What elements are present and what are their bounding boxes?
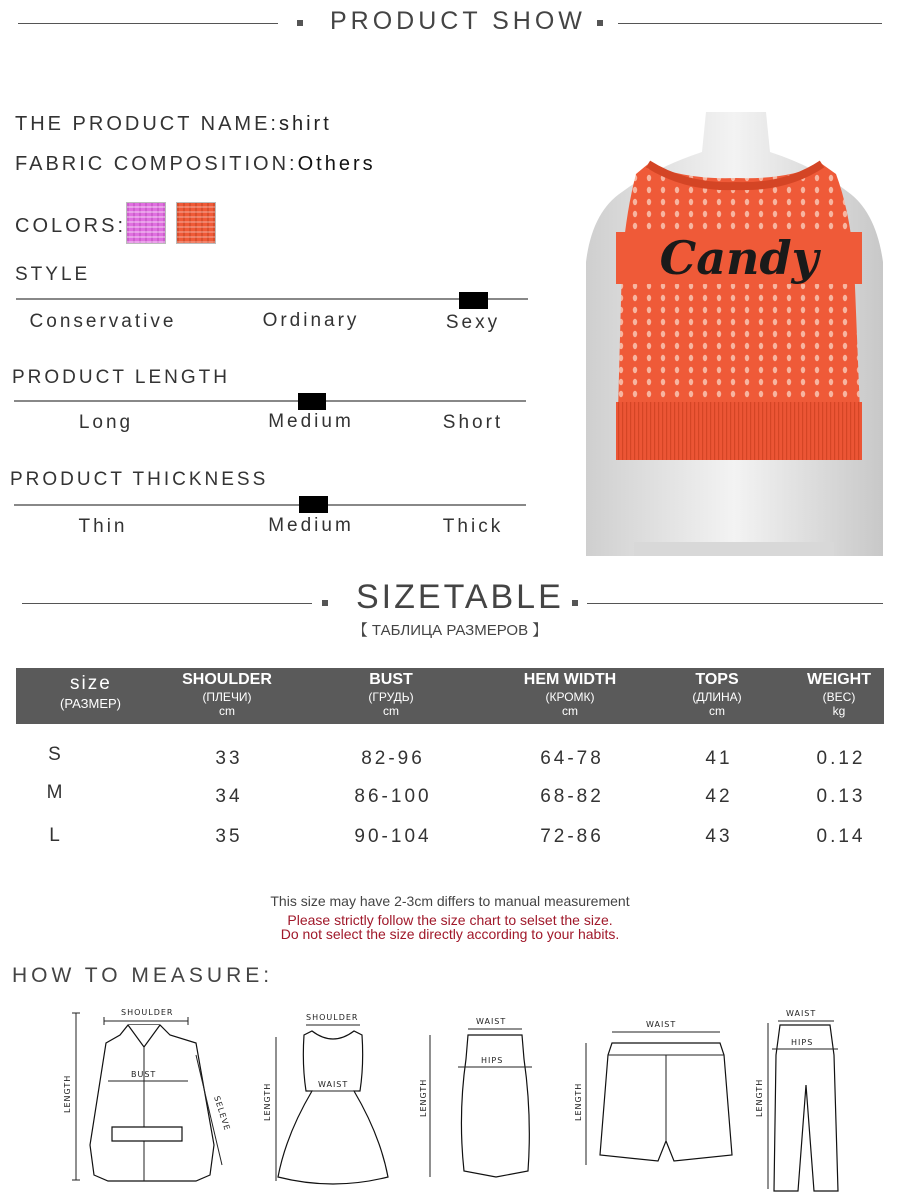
how-to-measure-title: HOW TO MEASURE: <box>12 964 274 987</box>
label-sleeve: SELEVE <box>212 1094 232 1133</box>
size-table-header <box>16 668 884 724</box>
style-scale-title: STYLE <box>15 264 91 285</box>
mannequin-illustration <box>586 112 883 556</box>
col-header-bust <box>368 668 413 724</box>
header-rule-left <box>18 23 278 24</box>
col-header-tops <box>692 668 741 724</box>
label-waist-shorts: WAIST <box>646 1020 677 1029</box>
cell-shoulder: 33 <box>215 748 243 769</box>
cell-hem-width: 72-86 <box>540 826 604 847</box>
col-weight-name: WEIGHT <box>807 671 871 688</box>
col-tops-name: TOPS <box>695 671 739 688</box>
fabric-line <box>15 153 376 176</box>
product-name-label: THE PRODUCT NAME: <box>15 113 279 135</box>
cell-size: M <box>46 782 66 803</box>
length-label-short: Short <box>442 412 504 433</box>
label-length-skirt: LENGTH <box>419 1078 428 1117</box>
col-weight-ru: (ВЕС) <box>822 690 856 704</box>
col-bust-name: BUST <box>369 671 413 688</box>
col-header-size <box>54 668 174 724</box>
label-shoulder-dress: SHOULDER <box>306 1013 359 1022</box>
style-scale-track <box>16 298 528 300</box>
length-scale-marker <box>298 393 326 410</box>
product-photo <box>586 112 883 556</box>
col-weight-unit: kg <box>832 704 846 718</box>
thickness-scale-track <box>14 504 526 506</box>
section-title-sizetable: SIZETABLE <box>356 578 564 616</box>
length-scale-track <box>14 400 526 402</box>
cell-weight: 0.12 <box>816 748 866 769</box>
cell-tops: 42 <box>705 786 733 807</box>
label-waist-trousers: WAIST <box>786 1009 817 1018</box>
length-label-medium: Medium <box>268 411 354 432</box>
thickness-scale-title: PRODUCT THICKNESS <box>10 469 269 490</box>
skirt-diagram <box>419 1017 532 1177</box>
cell-bust: 90-104 <box>354 826 432 847</box>
section-title-product-show: PRODUCT SHOW <box>330 7 586 35</box>
cell-weight: 0.13 <box>816 786 866 807</box>
header-rule-right <box>618 23 882 24</box>
length-scale-title: PRODUCT LENGTH <box>12 367 230 388</box>
col-hem-unit: cm <box>562 704 578 718</box>
label-waist-skirt: WAIST <box>476 1017 507 1026</box>
label-shoulder: SHOULDER <box>121 1008 174 1017</box>
color-swatch-orange[interactable] <box>176 202 216 244</box>
label-length-trousers: LENGTH <box>755 1078 764 1117</box>
thickness-label-medium: Medium <box>268 515 354 536</box>
thickness-scale-marker <box>299 496 328 513</box>
measure-diagrams <box>0 995 900 1200</box>
col-hem-name: HEM WIDTH <box>523 671 617 688</box>
cell-hem-width: 68-82 <box>540 786 604 807</box>
col-shoulder-unit: cm <box>219 704 235 718</box>
col-size-name: size <box>70 673 112 694</box>
fabric-value: Others <box>297 153 376 175</box>
col-bust-ru: (ГРУДЬ) <box>368 690 414 704</box>
fabric-label: FABRIC COMPOSITION: <box>15 153 298 175</box>
col-bust-unit: cm <box>382 704 399 718</box>
col-tops-unit: cm <box>708 704 725 718</box>
product-name-value: shirt <box>278 113 332 135</box>
style-scale-marker <box>459 292 488 309</box>
size-note-follow-chart: Please strictly follow the size chart to selset the size. <box>287 912 613 928</box>
sizetable-dot-left <box>322 600 328 606</box>
colors-label: COLORS: <box>15 215 127 237</box>
sizetable-rule-left <box>22 603 312 604</box>
shirt-print-text: Candy <box>659 231 819 285</box>
sizetable-dot-right <box>572 600 578 606</box>
trousers-diagram <box>755 1009 838 1191</box>
product-name-line <box>15 113 332 136</box>
col-tops-ru: (ДЛИНА) <box>692 690 742 704</box>
col-size-ru: (РАЗМЕР) <box>60 696 122 711</box>
col-hem-ru: (КРОМК) <box>545 690 595 704</box>
cell-weight: 0.14 <box>816 826 866 847</box>
header-dot-right <box>597 20 603 26</box>
label-length-jacket: LENGTH <box>63 1074 72 1113</box>
cell-bust: 86-100 <box>354 786 432 807</box>
cell-shoulder: 35 <box>215 826 243 847</box>
color-swatch-pink[interactable] <box>126 202 166 244</box>
sizetable-subtitle: 【 ТАБЛИЦА РАЗМЕРОВ 】 <box>352 622 548 639</box>
size-note-measurement: This size may have 2-3cm differs to manual measurement <box>270 893 630 909</box>
col-header-hem-width <box>524 668 616 724</box>
style-label-ordinary: Ordinary <box>262 310 360 331</box>
col-header-shoulder <box>182 668 272 724</box>
col-shoulder-name: SHOULDER <box>182 671 272 688</box>
label-waist-dress: WAIST <box>318 1080 349 1089</box>
label-hips-skirt: HIPS <box>481 1056 504 1065</box>
cell-hem-width: 64-78 <box>540 748 604 769</box>
col-header-weight <box>807 668 871 724</box>
style-label-sexy: Sexy <box>445 312 501 333</box>
thickness-label-thick: Thick <box>442 516 504 537</box>
dress-diagram <box>263 1013 388 1184</box>
header-dot-left <box>297 20 303 26</box>
thickness-label-thin: Thin <box>78 516 128 537</box>
sizetable-rule-right <box>587 603 883 604</box>
cell-tops: 43 <box>705 826 733 847</box>
style-label-conservative: Conservative <box>29 311 177 332</box>
label-length-dress: LENGTH <box>263 1082 272 1121</box>
cell-shoulder: 34 <box>215 786 243 807</box>
cell-tops: 41 <box>705 748 733 769</box>
cell-size: L <box>49 825 63 846</box>
length-label-long: Long <box>78 412 134 433</box>
jacket-diagram <box>63 1008 232 1181</box>
shorts-diagram <box>574 1020 732 1165</box>
size-note-habits: Do not select the size directly according to your habits. <box>280 926 620 942</box>
cell-bust: 82-96 <box>361 748 425 769</box>
label-bust: BUST <box>131 1070 157 1079</box>
label-length-shorts: LENGTH <box>574 1082 583 1121</box>
col-shoulder-ru: (ПЛЕЧИ) <box>202 690 252 704</box>
cell-size: S <box>48 744 64 765</box>
label-hips-trousers: HIPS <box>791 1038 814 1047</box>
